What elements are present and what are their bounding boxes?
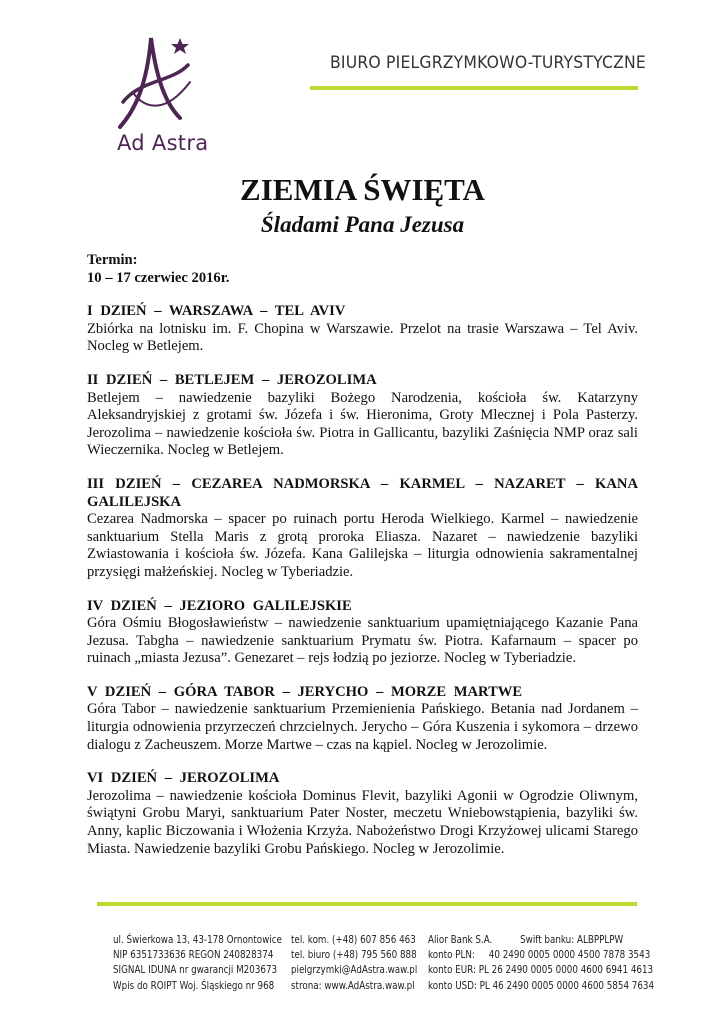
- day-description: Jerozolima – nawiedzenie kościoła Dominus Flevit, bazyliki Agonii w Ogrodzie Oliwnym, świątyni Grobu Maryi, sanktuarium Pater Noster, meczetu Wniebowstąpienia, bazyliki św. Anny, kaplic Biczowania i Włożenia Krzyża. Nabożeństwo Drogi Krzyżowej ulicami Starego Miasta. Nawiedzenie bazyliki Grobu Pańskiego. Nocleg w Jerozolimie.: [87, 787, 638, 857]
- footer-account-usd: konto USD: PL 46 2490 0005 0000 4600 5854 7634: [428, 979, 655, 992]
- day-title: VI DZIEŃ – JEROZOLIMA: [87, 770, 280, 787]
- company-name: BIURO PIELGRZYMKOWO-TURYSTYCZNE: [330, 53, 646, 73]
- footer-registry: Wpis do ROIPT Woj. Śląskiego nr 968: [113, 979, 275, 992]
- day-description: Góra Tabor – nawiedzenie sanktuarium Przemienienia Pańskiego. Betania nad Jordanem – liturgia odnowienia przyrzeczeń chrzcielnych. Jerycho – Góra Kuszenia i sykomora – drzewo dialogu z Zacheuszem. Morze Martwe – czas na kąpiel. Nocleg w Jerozolimie.: [87, 701, 638, 753]
- day-section: [87, 770, 638, 858]
- day-section: [87, 684, 638, 754]
- footer-address: ul. Świerkowa 13, 43-178 Ornontowice: [113, 934, 282, 946]
- day-description: Cezarea Nadmorska – spacer po ruinach portu Heroda Wielkiego. Karmel – nawiedzenie sanktuarium Stella Maris z grotą proroka Eliasza. Nazaret – nawiedzenie bazyliki Zwiastowania i kościoła św. Józefa. Kana Galilejska – liturgia odnowienia sakramentalnej przysięgi małżeńskiej. Nocleg w Tyberiadzie.: [87, 511, 638, 580]
- footer-divider: [97, 902, 637, 906]
- day-title: V DZIEŃ – GÓRA TABOR – JERYCHO – MORZE MARTWE: [87, 683, 523, 700]
- day-section: [87, 598, 638, 668]
- day-title: II DZIEŃ – BETLEJEM – JEROZOLIMA: [87, 371, 377, 388]
- footer-account-pln: konto PLN: 40 2490 0005 0000 4500 7878 3543: [428, 949, 651, 962]
- day-description: Góra Ośmiu Błogosławieństw – nawiedzenie sanktuarium upamiętniającego Kazanie Pana Jezusa. Tabgha – nawiedzenie sanktuarium Prymatu św. Piotra. Kafarnaum – spacer po ruinach „miasta Jezusa”. Genezaret – rejs łodzią po jeziorze. Nocleg w Tyberiadzie.: [87, 615, 638, 667]
- itinerary-content: [87, 252, 638, 874]
- term-label: Termin:: [87, 252, 138, 268]
- footer-account-eur: konto EUR: PL 26 2490 0005 0000 4600 6941 4613: [428, 964, 654, 977]
- day-section: [87, 372, 638, 460]
- footer-office-phone[interactable]: tel. biuro (+48) 795 560 888: [291, 949, 417, 962]
- day-description: Betlejem – nawiedzenie bazyliki Bożego Narodzenia, kościoła św. Katarzyny Aleksandryjskiej z grotami św. Józefa i św. Hieronima, Groty Mlecznej i Pola Pasterzy. Jerozolima – nawiedzenie kościoła św. Piotra in Gallicantu, bazyliki Zaśnięcia NMP oraz sali Wieczernika. Nocleg w Betlejem.: [87, 389, 638, 459]
- day-title: I DZIEŃ – WARSZAWA – TEL AVIV: [87, 303, 346, 320]
- footer-mobile-phone[interactable]: tel. kom. (+48) 607 856 463: [291, 934, 416, 946]
- footer-address-column: [113, 933, 282, 994]
- term-value: 10 – 17 czerwiec 2016r.: [87, 269, 230, 286]
- footer-website-link[interactable]: strona: www.AdAstra.waw.pl: [291, 979, 415, 992]
- footer-guarantee: SIGNAL IDUNA nr gwarancji M203673: [113, 964, 278, 977]
- term-section: [87, 252, 638, 287]
- page-subtitle: Śladami Pana Jezusa: [260, 212, 465, 237]
- day-section: [87, 303, 638, 356]
- day-description: Zbiórka na lotnisku im. F. Chopina w Warszawie. Przelot na trasie Warszawa – Tel Aviv. Nocleg w Betlejem.: [87, 320, 638, 355]
- day-section: [87, 476, 638, 582]
- header-divider: [310, 86, 638, 90]
- day-title: IV DZIEŃ – JEZIORO GALILEJSKIE: [87, 597, 352, 614]
- footer-contact-column: [291, 933, 417, 994]
- footer-tax-ids: NIP 6351733636 REGON 240828374: [113, 949, 274, 962]
- day-title: III DZIEŃ – CEZAREA NADMORSKA – KARMEL – NAZARET – KANA GALILEJSKA: [87, 475, 638, 510]
- footer-bank-name: Alior Bank S.A. Swift banku: ALBPPLPW: [428, 934, 624, 946]
- logo-text: Ad Astra: [117, 131, 209, 155]
- footer-bank-column: [428, 933, 654, 994]
- footer-email-link[interactable]: pielgrzymki@AdAstra.waw.pl: [291, 964, 418, 977]
- page-title: ZIEMIA ŚWIĘTA: [240, 172, 485, 207]
